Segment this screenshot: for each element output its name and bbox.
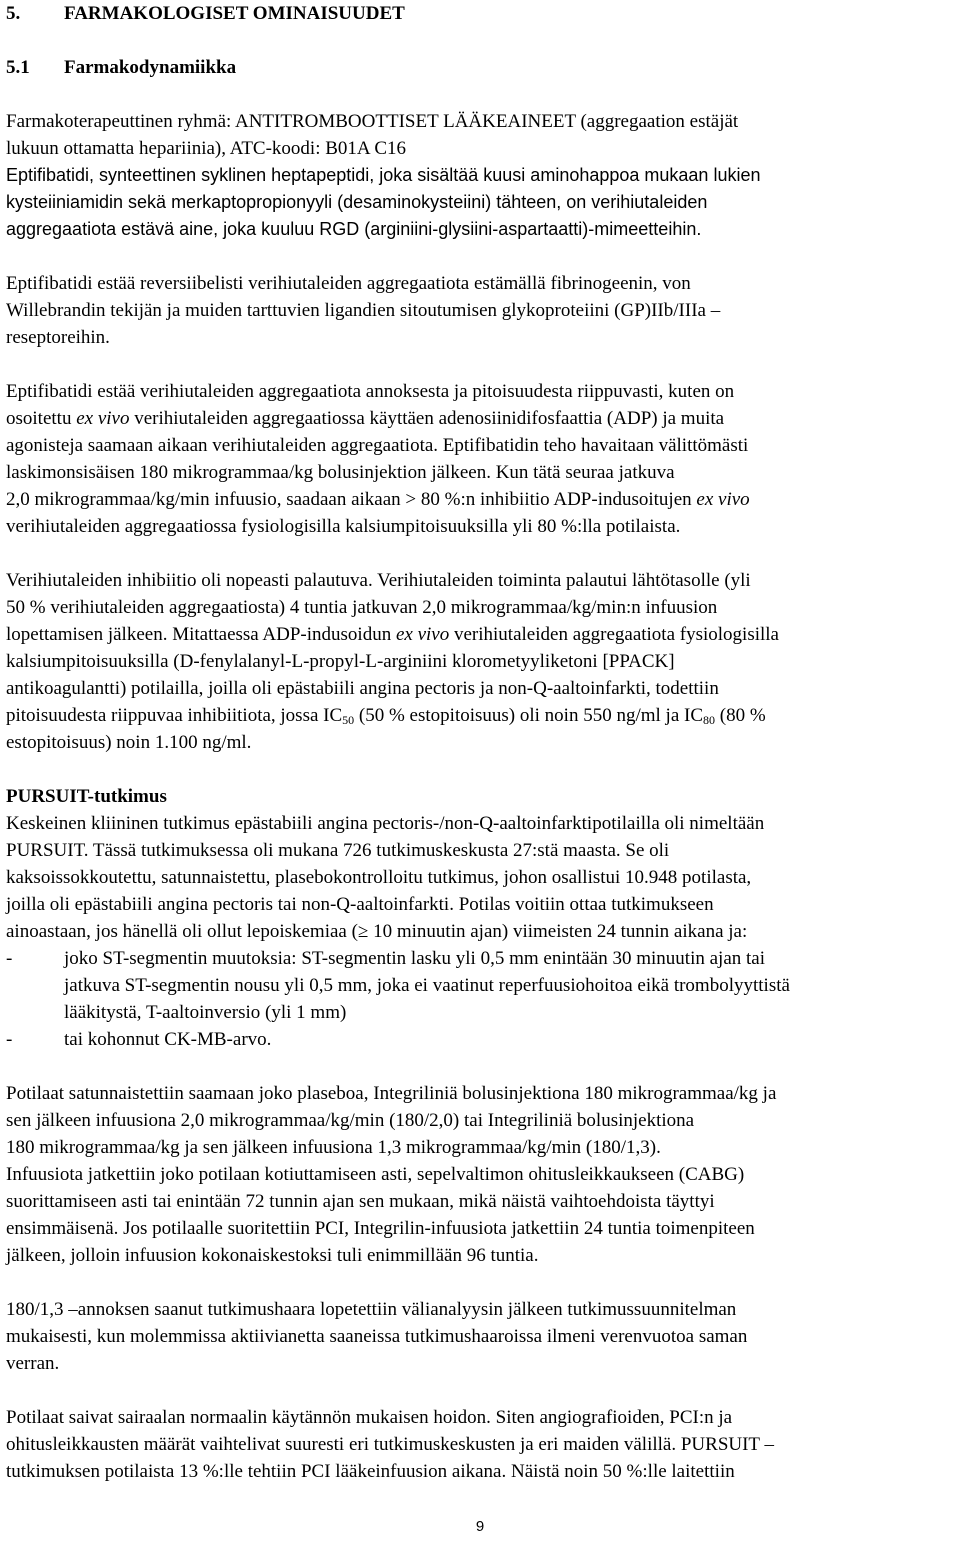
paragraph-dose-dependence — [6, 378, 954, 540]
pursuit-heading: PURSUIT-tutkimus — [6, 786, 167, 807]
subsection-title: Farmakodynamiikka — [64, 57, 237, 78]
paragraph-mechanism — [6, 270, 954, 351]
text-line: kalsiumpitoisuuksilla (D-fenylalanyl-L-propyl-L-arginiini klorometyyliketoni [PPACK] — [6, 651, 675, 672]
text-line: antikoagulantti) potilailla, joilla oli epästabiili angina pectoris ja non-Q-aaltoinfarkti, todettiin — [6, 678, 719, 699]
greater-equal-symbol: ≥ — [357, 921, 369, 942]
text-line: Potilaat satunnaistettiin saamaan joko plaseboa, Integriliniä bolusinjektiona 180 mikrogrammaa/kg ja — [6, 1083, 777, 1104]
subsection-number: 5.1 — [6, 57, 30, 78]
paragraph-pharmacotherapeutic — [6, 108, 954, 243]
paragraph-arm-stopped — [6, 1296, 954, 1377]
text-line: estopitoisuus) noin 1.100 ng/ml. — [6, 732, 252, 753]
ex-vivo-italic: ex vivo — [395, 624, 450, 645]
list-item — [6, 945, 954, 1026]
text-line: kysteiiniamidin sekä merkaptopropionyyli (desaminokysteiini) tähteen, on verihiutaleiden — [6, 192, 708, 212]
text-segment: osoitettu — [6, 408, 77, 429]
subsection-heading — [6, 54, 954, 81]
text-line: joko ST-segmentin muutoksia: ST-segmentin lasku yli 0,5 mm enintään 30 minuutin ajan tai — [64, 948, 766, 969]
text-line: Eptifibatidi estää verihiutaleiden aggregaatiota annoksesta ja pitoisuudesta riippuvasti, kuten on — [6, 381, 735, 402]
text-line: joilla oli epästabiili angina pectoris tai non-Q-aaltoinfarkti. Potilas voitiin ottaa tutkimukseen — [6, 894, 714, 915]
text-line: 50 % verihiutaleiden aggregaatiosta) 4 tuntia jatkuvan 2,0 mikrogrammaa/kg/min:n infuusion — [6, 597, 718, 618]
text-segment: lopettamisen jälkeen. Mitattaessa ADP-indusoidun — [6, 624, 396, 645]
text-line: verran. — [6, 1353, 60, 1374]
paragraph-pursuit — [6, 810, 954, 945]
text-segment: (80 % — [715, 705, 766, 726]
text-line: mukaisesti, kun molemmissa aktiivianetta saaneissa tutkimushaaroissa ilmeni verenvuotoa saman — [6, 1326, 748, 1347]
paragraph-reversibility — [6, 567, 954, 756]
section-heading — [6, 0, 954, 27]
text-line: kaksoissokkoutettu, satunnaistettu, plasebokontrolloitu tutkimus, johon osallistui 10.948 potilasta, — [6, 867, 752, 888]
text-line — [6, 702, 954, 729]
text-line: ohitusleikkausten määrät vaihtelivat suuresti eri tutkimuskeskusten ja eri maiden välillä. PURSUIT – — [6, 1434, 774, 1455]
text-line: suorittamiseen asti tai enintään 72 tunnin ajan sen mukaan, mikä näistä vaihtoehdoista täyttyi — [6, 1191, 715, 1212]
list-bullet: - — [6, 1029, 13, 1050]
text-line: Farmakoterapeuttinen ryhmä: ANTITROMBOOTTISET LÄÄKEAINEET (aggregaation estäjät — [6, 111, 739, 132]
text-line — [6, 621, 954, 648]
text-line: Keskeinen kliininen tutkimus epästabiili angina pectoris-/non-Q-aaltoinfarktipotilailla oli nimeltään — [6, 813, 765, 834]
ic50-subscript: 50 — [342, 713, 355, 727]
text-segment: pitoisuudesta riippuvaa inhibiitiota, jossa IC — [6, 705, 343, 726]
section-title: FARMAKOLOGISET OMINAISUUDET — [64, 3, 405, 24]
text-line — [6, 486, 954, 513]
text-line: jatkuva ST-segmentin nousu yli 0,5 mm, joka ei vaatinut reperfuusiohoitoa eikä trombolyyttistä — [64, 975, 790, 996]
text-line — [6, 918, 954, 945]
text-line — [6, 405, 954, 432]
text-segment: 2,0 mikrogrammaa/kg/min infuusio, saadaan aikaan > 80 %:n inhibiitio ADP-indusoitujen — [6, 489, 697, 510]
text-line: Verihiutaleiden inhibiitio oli nopeasti palautuva. Verihiutaleiden toiminta palautui lähtötasolle (yli — [6, 570, 751, 591]
text-line: 180 mikrogrammaa/kg ja sen jälkeen infuusiona 1,3 mikrogrammaa/kg/min (180/1,3). — [6, 1137, 661, 1158]
page-number: 9 — [475, 1518, 485, 1535]
text-line: reseptoreihin. — [6, 327, 110, 348]
text-line: Infuusiota jatkettiin joko potilaan kotiuttamiseen asti, sepelvaltimon ohitusleikkaukseen (CABG) — [6, 1164, 745, 1185]
text-line: laskimonsisäisen 180 mikrogrammaa/kg bolusinjektion jälkeen. Kun tätä seuraa jatkuva — [6, 462, 675, 483]
ic80-subscript: 80 — [703, 713, 716, 727]
text-line: ensimmäisenä. Jos potilaalle suoritettiin PCI, Integrilin-infuusiota jatkettiin 24 tuntia toimenpiteen — [6, 1218, 755, 1239]
text-line: lukuun ottamatta hepariinia), ATC-koodi: B01A C16 — [6, 138, 407, 159]
ex-vivo-italic: ex vivo — [696, 489, 750, 510]
text-segment: (50 % estopitoisuus) oli noin 550 ng/ml ja IC — [354, 705, 704, 726]
text-line: Eptifibatidi estää reversiibelisti verihiutaleiden aggregaatiota estämällä fibrinogeenin, von — [6, 273, 691, 294]
paragraph-standard-care — [6, 1404, 954, 1485]
text-line: PURSUIT. Tässä tutkimuksessa oli mukana 726 tutkimuskeskusta 27:stä maasta. Se oli — [6, 840, 670, 861]
text-segment: ainoastaan, jos hänellä oli ollut lepoiskemiaa ( — [6, 921, 358, 942]
list-bullet: - — [6, 948, 13, 969]
text-line: Eptifibatidi, synteettinen syklinen heptapeptidi, joka sisältää kuusi aminohappoa mukaan lukien — [6, 165, 761, 185]
ex-vivo-italic: ex vivo — [76, 408, 130, 429]
list-item — [6, 1026, 954, 1053]
paragraph-randomization — [6, 1080, 954, 1269]
document-page — [6, 0, 954, 1485]
text-line: tai kohonnut CK-MB-arvo. — [64, 1029, 272, 1050]
text-line: agonisteja saamaan aikaan verihiutaleiden aggregaatiota. Eptifibatidin teho havaitaan välittömästi — [6, 435, 749, 456]
text-segment: verihiutaleiden aggregaatiota fysiologisilla — [449, 624, 779, 645]
text-line: Potilaat saivat sairaalan normaalin käytännön mukaisen hoidon. Siten angiografioiden, PCI:n ja — [6, 1407, 733, 1428]
text-line: verihiutaleiden aggregaatiossa fysiologisilla kalsiumpitoisuuksilla yli 80 %:lla potilaista. — [6, 516, 681, 537]
text-line: tutkimuksen potilaista 13 %:lle tehtiin PCI lääkeinfuusion aikana. Näistä noin 50 %:lle laitettiin — [6, 1461, 735, 1482]
text-line: 180/1,3 –annoksen saanut tutkimushaara lopetettiin välianalyysin jälkeen tutkimussuunnitelman — [6, 1299, 737, 1320]
text-segment: 10 minuutin ajan) viimeisten 24 tunnin aikana ja: — [368, 921, 748, 942]
text-line: jälkeen, jolloin infuusion kokonaiskestoksi tuli enimmillään 96 tuntia. — [6, 1245, 539, 1266]
text-segment: verihiutaleiden aggregaatiossa käyttäen adenosiinidifosfaattia (ADP) ja muita — [129, 408, 725, 429]
text-line: aggregaatiota estävä aine, joka kuuluu RGD (arginiini-glysiini-aspartaatti)-mimeetteihin. — [6, 219, 702, 239]
text-line: lääkitystä, T-aaltoinversio (yli 1 mm) — [64, 1002, 347, 1023]
text-line: sen jälkeen infuusiona 2,0 mikrogrammaa/kg/min (180/2,0) tai Integriliniä bolusinjektiona — [6, 1110, 695, 1131]
section-number: 5. — [6, 3, 21, 24]
text-line: Willebrandin tekijän ja muiden tarttuvien ligandien sitoutumisen glykoproteiini (GP)IIb/IIIa – — [6, 300, 721, 321]
